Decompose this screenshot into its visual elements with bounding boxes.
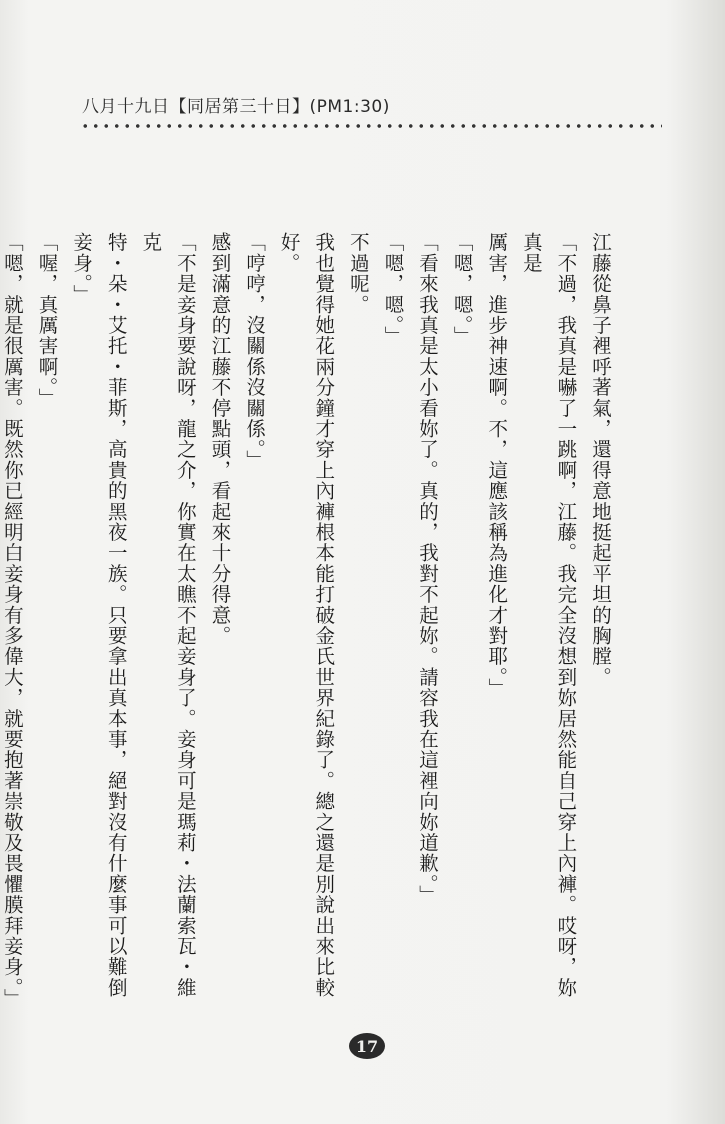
text-line: 「不過，我真是嚇了一跳啊，江藤。我完全沒想到妳居然能自己穿上內褲。哎呀，妳真是 <box>519 232 578 998</box>
text-line: 我也覺得她花兩分鐘才穿上內褲根本能打破金氏世界紀錄了。總之還是別說出來比較好。 <box>277 232 336 998</box>
text-line: 「不是妾身要說呀，龍之介，你實在太瞧不起妾身了。妾身可是瑪莉・法蘭索瓦・維克 <box>139 232 197 998</box>
text-line: 江藤從鼻子裡呼著氣，還得意地挺起平坦的胸膛。 <box>589 232 612 688</box>
text-line: 厲害，進步神速啊。不，這應該稱為進化才對耶。」 <box>485 232 509 699</box>
text-line: 「嗯，嗯。」 <box>450 232 474 347</box>
text-line: 特・朵・艾托・菲斯，高貴的黑夜一族。只要拿出真本事，絕對沒有什麼事可以難倒妾身。」 <box>70 232 128 998</box>
vertical-text-block <box>0 232 617 1009</box>
dotted-divider <box>80 122 662 130</box>
text-line: 感到滿意的江藤不停點頭，看起來十分得意。 <box>208 232 232 646</box>
chapter-header: 八月十九日【同居第三十日】(PM1:30) <box>82 97 390 117</box>
text-line: 「嗯，就是很厲害。既然你已經明白妾身有多偉大，就要抱著崇敬及畏懼膜拜妾身。」 <box>0 232 24 1009</box>
text-line: 「嗯，嗯。」 <box>381 232 405 347</box>
text-line: 「哼哼，沒關係沒關係。」 <box>243 232 267 471</box>
text-line: 「喔，真厲害啊。」 <box>35 232 59 409</box>
page-number: 17 <box>349 1033 385 1059</box>
text-line: 不過呢。 <box>346 232 370 315</box>
text-line: 「看來我真是太小看妳了。真的，我對不起妳。請容我在這裡向妳道歉。」 <box>416 232 440 906</box>
